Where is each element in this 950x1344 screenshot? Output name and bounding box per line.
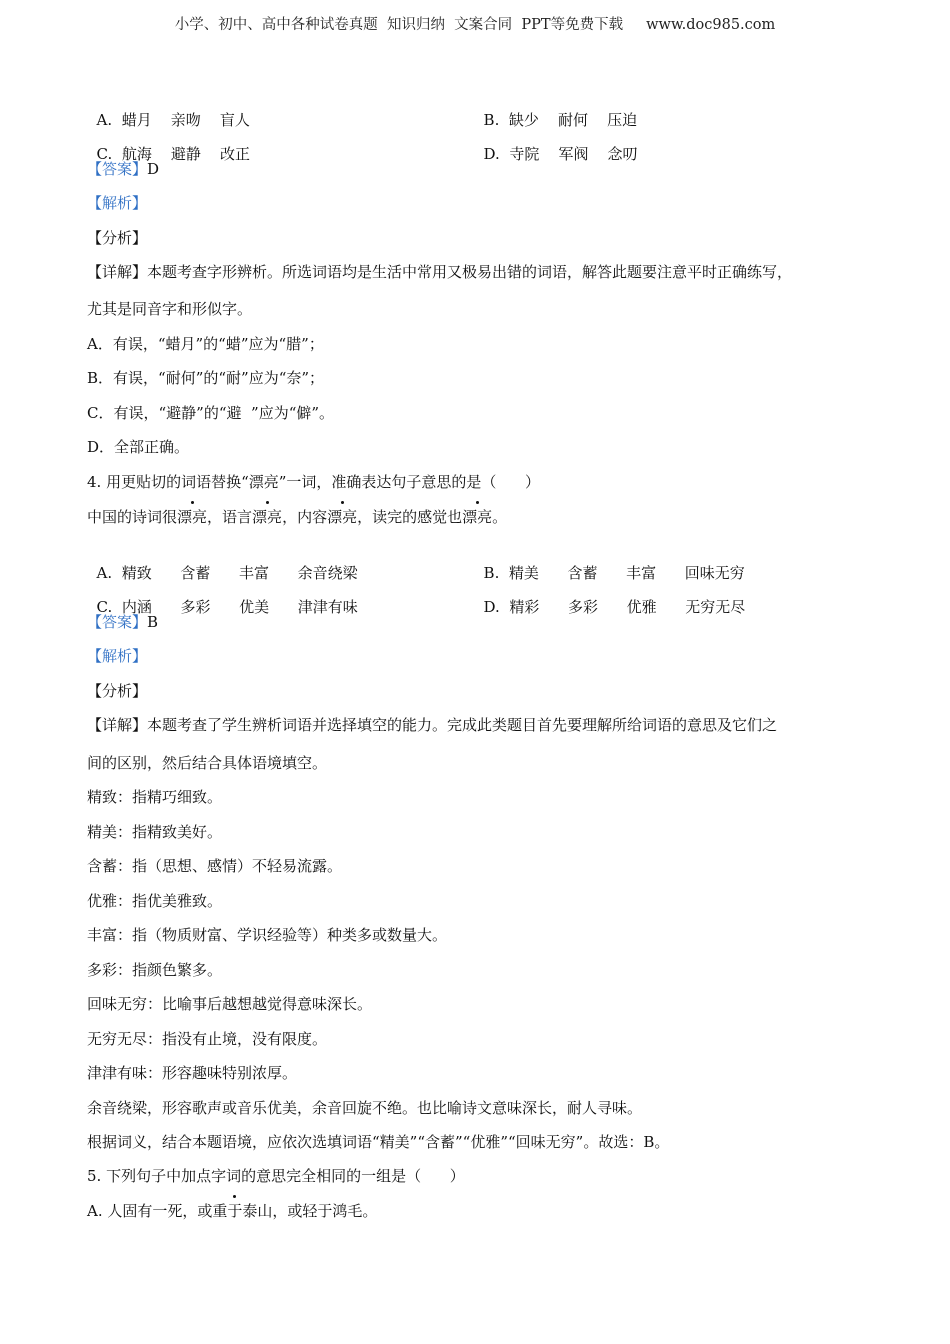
dotted-word: 于	[227, 1202, 243, 1220]
q4-detail-line-2: 间的区别，然后结合具体语境填空。	[87, 754, 328, 772]
q4-def: 无穷无尽：指没有止境，没有限度。	[87, 1030, 328, 1048]
q4-answer: 【答案】B	[87, 613, 159, 631]
q4-detail-line-1: 【详解】本题考查了学生辨析词语并选择填空的能力。完成此类题目首先要理解所给词语的意思及它们之	[87, 716, 778, 734]
q4-def: 优雅：指优美雅致。	[87, 892, 223, 910]
q4-def: 津津有味：形容趣味特别浓厚。	[87, 1064, 298, 1082]
q3-explain-c: C．有误，“避静”的“避 ”应为“僻”。	[87, 404, 335, 422]
q4-option-a: A. 精致 含蓄 丰富 余音绕梁	[96, 564, 358, 582]
page-header: 小学、初中、高中各种试卷真题 知识归纳 文案合同 PPT等免费下载 www.doc985.com	[174, 17, 776, 33]
q4-def: 回味无穷：比喻事后越想越觉得意味深长。	[87, 995, 373, 1013]
q3-detail-line-2: 尤其是同音字和形似字。	[87, 300, 253, 318]
q4-def: 余音绕梁，形容歌声或音乐优美，余音回旋不绝。也比喻诗文意味深长，耐人寻味。	[87, 1099, 643, 1117]
q3-explain-d: D．全部正确。	[87, 438, 190, 456]
q4-def: 多彩：指颜色繁多。	[87, 961, 223, 979]
q4-def: 丰富：指（物质财富、学识经验等）种类多或数量大。	[87, 926, 448, 944]
q3-explain-a: A．有误，“蜡月”的“蜡”应为“腊”；	[87, 335, 324, 353]
dotted-word: 漂亮	[462, 508, 493, 526]
q3-option-a: A. 蜡月 亲吻 盲人	[96, 111, 250, 129]
q4-option-d: D. 精彩 多彩 优雅 无穷无尽	[483, 598, 746, 616]
q3-explain-b: B．有误，“耐何”的“耐”应为“奈”；	[87, 369, 325, 387]
q4-jiexi-tag: 【解析】	[87, 647, 148, 665]
q3-option-d: D. 寺院 军阀 念叨	[483, 145, 638, 163]
q4-option-c: C. 内涵 多彩 优美 津津有味	[96, 598, 358, 616]
dotted-word: 漂亮	[252, 508, 283, 526]
dotted-word: 漂亮	[177, 508, 208, 526]
q3-option-b: B. 缺少 耐何 压迫	[483, 111, 638, 129]
dotted-word: 漂亮	[327, 508, 358, 526]
q4-sentence: 中国的诗词很漂亮，语言漂亮，内容漂亮，读完的感觉也漂亮。	[87, 508, 508, 526]
q4-fenxi-tag: 【分析】	[87, 682, 148, 700]
q3-fenxi-tag: 【分析】	[87, 229, 148, 247]
q3-option-c: C. 航海 避静 改正	[96, 145, 251, 163]
q3-jiexi-tag: 【解析】	[87, 194, 148, 212]
q4-def: 含蓄：指（思想、感情）不轻易流露。	[87, 857, 343, 875]
q5-stem: 5. 下列句子中加点字词的意思完全相同的一组是（ ）	[87, 1167, 465, 1185]
q3-detail-line-1: 【详解】本题考查字形辨析。所选词语均是生活中常用又极易出错的词语，解答此题要注意平时正确练写，	[87, 263, 793, 281]
q4-def: 精美：指精致美好。	[87, 823, 223, 841]
q4-option-b: B. 精美 含蓄 丰富 回味无穷	[483, 564, 745, 582]
q4-def: 精致：指精巧细致。	[87, 788, 223, 806]
q3-answer: 【答案】D	[87, 160, 160, 178]
q5-option-a: A. 人固有一死，或重于泰山，或轻于鸿毛。	[87, 1202, 378, 1220]
q4-conclusion: 根据词义，结合本题语境，应依次选填词语“精美”“含蓄”“优雅”“回味无穷”。故选：B。	[87, 1133, 670, 1151]
q4-stem: 4. 用更贴切的词语替换“漂亮”一词，准确表达句子意思的是（ ）	[87, 473, 541, 491]
